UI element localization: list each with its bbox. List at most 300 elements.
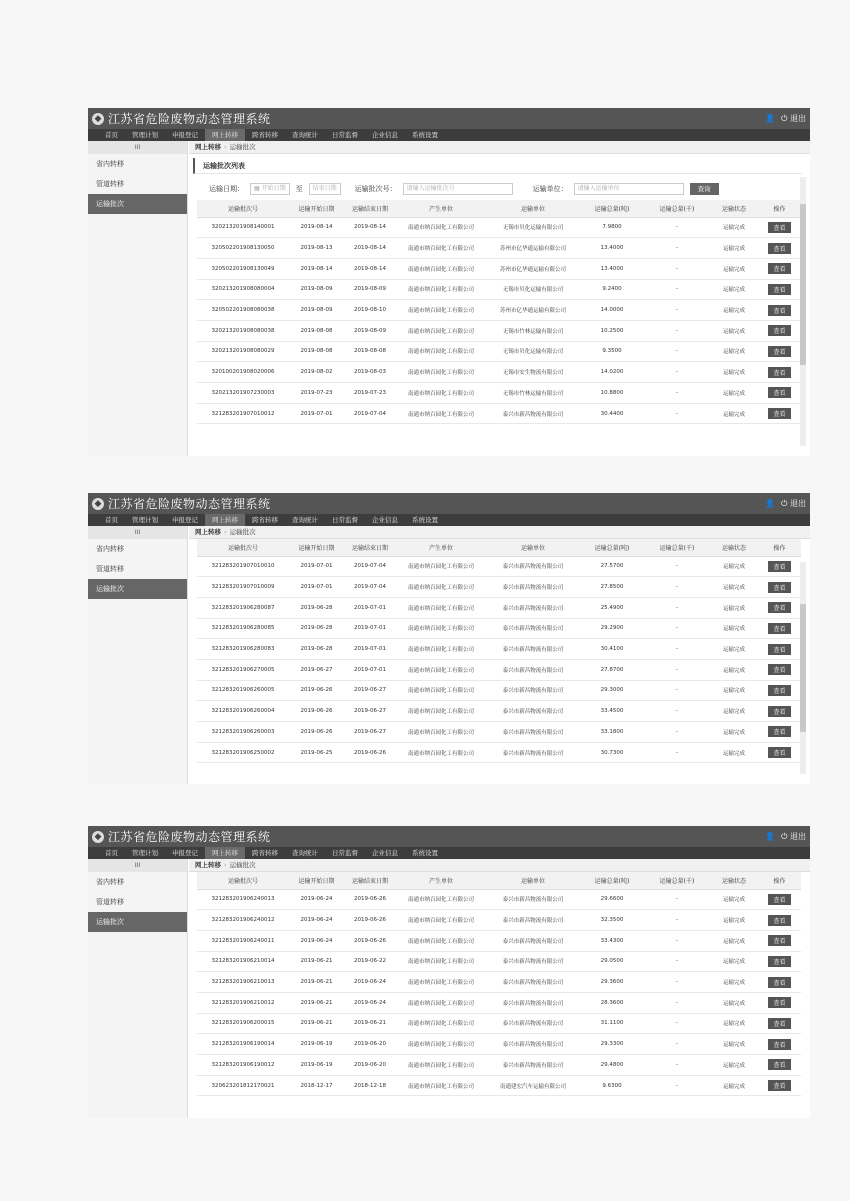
unit-label: 运输单位： (532, 185, 568, 193)
sidebar-toggle[interactable]: III (88, 859, 187, 872)
cell-producer: 南通市纳百园化工有限公司 (396, 238, 486, 259)
cell-producer: 南通市纳百园化工有限公司 (396, 742, 486, 763)
cell-batch-no: 320213201907230003 (197, 383, 289, 404)
cell-total-ton: 29.2900 (580, 618, 644, 639)
to-label: 至 (295, 185, 303, 193)
batch-table (197, 200, 801, 424)
logout-button[interactable]: ⏻ 退出 (781, 114, 806, 123)
cell-action (758, 639, 801, 660)
view-button[interactable]: 查看 (768, 561, 790, 572)
table-row (197, 217, 801, 238)
cell-status: 运输完成 (710, 1055, 758, 1076)
logout-label: 退出 (790, 499, 806, 508)
cell-action (758, 556, 801, 577)
cell-action (758, 577, 801, 598)
cell-action (758, 403, 801, 424)
cell-producer: 南通市纳百园化工有限公司 (396, 217, 486, 238)
table-row (197, 930, 801, 951)
scrollbar[interactable] (800, 177, 806, 446)
cell-total-k: - (644, 659, 710, 680)
cell-producer: 南通市纳百园化工有限公司 (396, 556, 486, 577)
table-row (197, 556, 801, 577)
cell-total-ton: 13.4000 (580, 238, 644, 259)
app-logo-icon: ◆ (92, 831, 104, 843)
batch-input[interactable]: 请输入运输批次号 (403, 183, 513, 195)
cell-status: 运输完成 (710, 238, 758, 259)
cell-producer: 南通市纳百园化工有限公司 (396, 618, 486, 639)
column-header: 运输总量(千) (644, 539, 710, 556)
cell-batch-no: 321283201907010012 (197, 403, 289, 424)
view-button[interactable]: 查看 (768, 706, 790, 717)
cell-status: 运输完成 (710, 680, 758, 701)
cell-carrier: 无锡市贝化运输有限公司 (486, 341, 580, 362)
table-row (197, 258, 801, 279)
cell-total-k: - (644, 930, 710, 951)
column-header: 产生单位 (396, 539, 486, 556)
cell-status: 运输完成 (710, 258, 758, 279)
nav-item[interactable]: 首页 (105, 849, 118, 857)
cell-total-k: - (644, 258, 710, 279)
cell-start-date: 2019-06-26 (289, 680, 344, 701)
query-button[interactable]: 查询 (690, 183, 719, 195)
cell-total-k: - (644, 341, 710, 362)
cell-carrier: 泰兴市新昌物流有限公司 (486, 930, 580, 951)
column-header: 运输结束日期 (344, 872, 396, 889)
cell-action (758, 383, 801, 404)
cell-carrier: 泰兴市新昌物流有限公司 (486, 722, 580, 743)
nav-item[interactable]: 日常监督 (332, 131, 358, 139)
nav-item[interactable]: 申报登记 (172, 516, 198, 524)
cell-batch-no: 320502201908130050 (197, 238, 289, 259)
cell-batch-no: 320213201908140001 (197, 217, 289, 238)
nav-item[interactable]: 查询统计 (292, 849, 318, 857)
cell-total-ton: 30.4100 (580, 639, 644, 660)
cell-start-date: 2019-08-09 (289, 300, 344, 321)
user-icon[interactable]: 👤 (765, 499, 776, 508)
cell-batch-no: 321283201906240012 (197, 910, 289, 931)
column-header: 运输总量(千) (644, 872, 710, 889)
batch-table (197, 539, 801, 763)
cell-status: 运输完成 (710, 341, 758, 362)
table-row (197, 659, 801, 680)
breadcrumb-parent[interactable]: 网上转移 (195, 143, 221, 151)
cell-end-date: 2019-07-01 (344, 659, 396, 680)
scrollbar[interactable] (800, 562, 806, 774)
cell-status: 运输完成 (710, 618, 758, 639)
cell-end-date: 2019-07-01 (344, 639, 396, 660)
view-button[interactable]: 查看 (768, 222, 790, 233)
cell-action (758, 1013, 801, 1034)
cell-action (758, 217, 801, 238)
screen-panel-3 (88, 826, 810, 1118)
view-button[interactable]: 查看 (768, 284, 790, 295)
column-header: 操作 (758, 872, 801, 889)
cell-carrier: 无锡市竹林运输有限公司 (486, 383, 580, 404)
column-header: 运输总量(吨) (580, 539, 644, 556)
sidebar-item-provincial[interactable]: 省内转移 (96, 545, 124, 553)
nav-item[interactable]: 管理计划 (132, 131, 158, 139)
view-button[interactable]: 查看 (768, 915, 790, 926)
cell-action (758, 258, 801, 279)
cell-action (758, 1055, 801, 1076)
nav-item[interactable]: 管理计划 (132, 849, 158, 857)
cell-batch-no: 320623201812170021 (197, 1075, 289, 1096)
cell-batch-no: 321283201907010009 (197, 577, 289, 598)
view-button[interactable]: 查看 (768, 263, 790, 274)
cell-end-date: 2019-06-22 (344, 951, 396, 972)
cell-producer: 南通市纳百园化工有限公司 (396, 930, 486, 951)
cell-producer: 南通市纳百园化工有限公司 (396, 680, 486, 701)
cell-producer: 南通市纳百园化工有限公司 (396, 722, 486, 743)
breadcrumb: 网上转移 › 运输批次 (189, 141, 810, 154)
nav-item[interactable]: 系统设置 (412, 131, 438, 139)
nav-item[interactable]: 首页 (105, 516, 118, 524)
nav-item[interactable]: 系统设置 (412, 516, 438, 524)
cell-status: 运输完成 (710, 279, 758, 300)
cell-status: 运输完成 (710, 930, 758, 951)
nav-item[interactable]: 跨省转移 (252, 516, 278, 524)
column-header: 运输总量(吨) (580, 200, 644, 217)
cell-total-ton: 14.0200 (580, 362, 644, 383)
nav-item[interactable]: 企业信息 (372, 131, 398, 139)
cell-batch-no: 321283201906210013 (197, 972, 289, 993)
cell-action (758, 1075, 801, 1096)
cell-carrier: 泰兴市新昌物流有限公司 (486, 889, 580, 910)
cell-total-k: - (644, 972, 710, 993)
cell-carrier: 泰兴市新昌物流有限公司 (486, 659, 580, 680)
view-button[interactable]: 查看 (768, 977, 790, 988)
cell-total-k: - (644, 279, 710, 300)
view-button[interactable]: 查看 (768, 685, 790, 696)
column-header: 运输总量(千) (644, 200, 710, 217)
cell-total-k: - (644, 1055, 710, 1076)
cell-start-date: 2019-08-14 (289, 258, 344, 279)
cell-end-date: 2019-06-20 (344, 1055, 396, 1076)
nav-item[interactable]: 查询统计 (292, 131, 318, 139)
app-header (88, 826, 810, 847)
cell-end-date: 2019-07-04 (344, 577, 396, 598)
view-button[interactable]: 查看 (768, 387, 790, 398)
cell-end-date: 2019-06-26 (344, 910, 396, 931)
cell-producer: 南通市纳百园化工有限公司 (396, 972, 486, 993)
logout-label: 退出 (790, 832, 806, 841)
cell-start-date: 2019-06-24 (289, 889, 344, 910)
cell-total-k: - (644, 1075, 710, 1096)
table-row (197, 362, 801, 383)
cell-carrier: 泰兴市新昌物流有限公司 (486, 1034, 580, 1055)
cell-batch-no: 321283201906260004 (197, 701, 289, 722)
cell-carrier: 苏州市亿华通运输有限公司 (486, 238, 580, 259)
table-row (197, 320, 801, 341)
cell-status: 运输完成 (710, 889, 758, 910)
cell-status: 运输完成 (710, 1034, 758, 1055)
cell-producer: 南通市纳百园化工有限公司 (396, 639, 486, 660)
cell-end-date: 2019-08-10 (344, 300, 396, 321)
cell-end-date: 2019-08-08 (344, 341, 396, 362)
cell-total-k: - (644, 1034, 710, 1055)
cell-status: 运输完成 (710, 972, 758, 993)
view-button[interactable]: 查看 (768, 747, 790, 758)
table-row (197, 742, 801, 763)
view-button[interactable]: 查看 (768, 644, 790, 655)
cell-action (758, 992, 801, 1013)
nav-item[interactable]: 查询统计 (292, 516, 318, 524)
nav-item[interactable]: 跨省转移 (252, 849, 278, 857)
table-header-row (197, 200, 801, 217)
end-date-input[interactable]: 结束日期 (309, 183, 341, 195)
nav-item[interactable]: 日常监督 (332, 516, 358, 524)
app-title: 江苏省危险废物动态管理系统 (108, 497, 271, 511)
cell-action (758, 722, 801, 743)
column-header: 运输批次号 (197, 872, 289, 889)
view-button[interactable]: 查看 (768, 935, 790, 946)
table-row (197, 300, 801, 321)
nav-item[interactable]: 系统设置 (412, 849, 438, 857)
table-row (197, 341, 801, 362)
cell-end-date: 2019-08-09 (344, 320, 396, 341)
cell-batch-no: 321283201906280083 (197, 639, 289, 660)
cell-total-ton: 32.3500 (580, 910, 644, 931)
cell-action (758, 889, 801, 910)
nav-item[interactable]: 管理计划 (132, 516, 158, 524)
logout-button[interactable]: ⏻ 退出 (781, 499, 806, 508)
cell-total-ton: 33.1800 (580, 722, 644, 743)
cell-producer: 南通市纳百园化工有限公司 (396, 1034, 486, 1055)
sidebar-toggle[interactable]: III (88, 526, 187, 539)
cell-action (758, 972, 801, 993)
main-content (189, 141, 810, 456)
view-button[interactable]: 查看 (768, 1059, 790, 1070)
table-header-row (197, 539, 801, 556)
cell-total-k: - (644, 742, 710, 763)
user-icon[interactable]: 👤 (765, 114, 776, 123)
view-button[interactable]: 查看 (768, 582, 790, 593)
cell-carrier: 泰兴市新昌物流有限公司 (486, 742, 580, 763)
view-button[interactable]: 查看 (768, 1080, 790, 1091)
cell-action (758, 951, 801, 972)
view-button[interactable]: 查看 (768, 664, 790, 675)
table-row (197, 910, 801, 931)
cell-batch-no: 321283201906190012 (197, 1055, 289, 1076)
nav-item-active[interactable]: 网上转移 (205, 129, 245, 141)
batch-label: 运输批次号： (354, 185, 397, 193)
cell-batch-no: 320213201908080038 (197, 320, 289, 341)
cell-total-ton: 29.3000 (580, 680, 644, 701)
cell-total-k: - (644, 639, 710, 660)
cell-producer: 南通市纳百园化工有限公司 (396, 659, 486, 680)
cell-total-ton: 27.5700 (580, 556, 644, 577)
cell-carrier: 无锡市贝化运输有限公司 (486, 279, 580, 300)
view-button[interactable]: 查看 (768, 367, 790, 378)
cell-batch-no: 321283201906210014 (197, 951, 289, 972)
cell-total-k: - (644, 722, 710, 743)
cell-status: 运输完成 (710, 992, 758, 1013)
column-header: 运输批次号 (197, 539, 289, 556)
logout-label: 退出 (790, 114, 806, 123)
logout-button[interactable]: ⏻ 退出 (781, 832, 806, 841)
view-button[interactable]: 查看 (768, 894, 790, 905)
cell-start-date: 2019-06-21 (289, 992, 344, 1013)
breadcrumb: 网上转移 › 运输批次 (189, 526, 810, 539)
cell-total-ton: 10.2500 (580, 320, 644, 341)
sidebar-item-provincial[interactable]: 省内转移 (96, 160, 124, 168)
cell-total-ton: 31.1100 (580, 1013, 644, 1034)
nav-item-active[interactable]: 网上转移 (205, 514, 245, 526)
view-button[interactable]: 查看 (768, 726, 790, 737)
cell-total-ton: 30.7300 (580, 742, 644, 763)
main-nav (88, 514, 810, 526)
cell-status: 运输完成 (710, 403, 758, 424)
cell-end-date: 2019-08-03 (344, 362, 396, 383)
column-header: 运输状态 (710, 200, 758, 217)
cell-total-ton: 27.8700 (580, 659, 644, 680)
view-button[interactable]: 查看 (768, 1039, 790, 1050)
nav-item-active[interactable]: 网上转移 (205, 847, 245, 859)
date-label: 运输日期： (209, 185, 244, 193)
cell-end-date: 2018-12-18 (344, 1075, 396, 1096)
scrollbar-thumb[interactable] (800, 604, 806, 731)
batch-table (197, 872, 801, 1096)
nav-item[interactable]: 申报登记 (172, 849, 198, 857)
cell-total-k: - (644, 618, 710, 639)
cell-total-k: - (644, 217, 710, 238)
cell-total-k: - (644, 362, 710, 383)
view-button[interactable]: 查看 (768, 408, 790, 419)
cell-total-ton: 7.9800 (580, 217, 644, 238)
cell-carrier: 苏州市亿华通运输有限公司 (486, 258, 580, 279)
cell-total-k: - (644, 403, 710, 424)
cell-end-date: 2019-06-21 (344, 1013, 396, 1034)
unit-input[interactable]: 请输入运输单位 (574, 183, 684, 195)
cell-producer: 南通市纳百园化工有限公司 (396, 320, 486, 341)
cell-producer: 南通市纳百园化工有限公司 (396, 300, 486, 321)
cell-total-k: - (644, 320, 710, 341)
cell-end-date: 2019-07-04 (344, 403, 396, 424)
view-button[interactable]: 查看 (768, 997, 790, 1008)
cell-producer: 南通市纳百园化工有限公司 (396, 910, 486, 931)
breadcrumb-parent[interactable]: 网上转移 (195, 861, 221, 869)
sidebar-item-batches[interactable]: 运输批次 (88, 912, 187, 932)
cell-producer: 南通市纳百园化工有限公司 (396, 889, 486, 910)
view-button[interactable]: 查看 (768, 305, 790, 316)
table-row (197, 639, 801, 660)
cell-start-date: 2019-07-23 (289, 383, 344, 404)
sidebar-toggle[interactable]: III (88, 141, 187, 154)
cell-end-date: 2019-07-01 (344, 618, 396, 639)
nav-item[interactable]: 日常监督 (332, 849, 358, 857)
cell-producer: 南通市纳百园化工有限公司 (396, 258, 486, 279)
filter-bar (189, 178, 810, 200)
cell-end-date: 2019-07-01 (344, 597, 396, 618)
table-row (197, 279, 801, 300)
start-date-input[interactable]: ▦ 开始日期 (250, 183, 290, 195)
cell-start-date: 2019-08-14 (289, 217, 344, 238)
view-button[interactable]: 查看 (768, 346, 790, 357)
sidebar-item-batches[interactable]: 运输批次 (88, 194, 187, 214)
cell-action (758, 930, 801, 951)
view-button[interactable]: 查看 (768, 325, 790, 336)
cell-producer: 南通市纳百园化工有限公司 (396, 992, 486, 1013)
cell-start-date: 2019-07-01 (289, 556, 344, 577)
cell-total-ton: 14.0000 (580, 300, 644, 321)
cell-producer: 南通市纳百园化工有限公司 (396, 279, 486, 300)
cell-start-date: 2019-06-24 (289, 910, 344, 931)
cell-end-date: 2019-08-14 (344, 258, 396, 279)
cell-carrier: 无锡市贝化运输有限公司 (486, 217, 580, 238)
cell-batch-no: 320100201908020006 (197, 362, 289, 383)
sidebar-item-pipeline[interactable]: 管道转移 (96, 180, 124, 188)
cell-producer: 南通市纳百园化工有限公司 (396, 701, 486, 722)
cell-batch-no: 321283201906240011 (197, 930, 289, 951)
nav-item[interactable]: 申报登记 (172, 131, 198, 139)
cell-producer: 南通市纳百园化工有限公司 (396, 577, 486, 598)
view-button[interactable]: 查看 (768, 602, 790, 613)
column-header: 产生单位 (396, 200, 486, 217)
nav-item[interactable]: 首页 (105, 131, 118, 139)
breadcrumb: 网上转移 › 运输批次 (189, 859, 810, 872)
breadcrumb-parent[interactable]: 网上转移 (195, 528, 221, 536)
view-button[interactable]: 查看 (768, 956, 790, 967)
cell-status: 运输完成 (710, 383, 758, 404)
cell-start-date: 2019-06-25 (289, 742, 344, 763)
user-icon[interactable]: 👤 (765, 832, 776, 841)
nav-item[interactable]: 企业信息 (372, 516, 398, 524)
cell-batch-no: 320213201908080004 (197, 279, 289, 300)
sidebar-item-pipeline[interactable]: 管道转移 (96, 898, 124, 906)
app-title: 江苏省危险废物动态管理系统 (108, 830, 271, 844)
column-header: 运输单位 (486, 200, 580, 217)
nav-item[interactable]: 企业信息 (372, 849, 398, 857)
cell-status: 运输完成 (710, 556, 758, 577)
cell-status: 运输完成 (710, 1013, 758, 1034)
view-button[interactable]: 查看 (768, 1018, 790, 1029)
cell-total-k: - (644, 889, 710, 910)
sidebar-item-pipeline[interactable]: 管道转移 (96, 565, 124, 573)
cell-carrier: 泰兴市新昌物流有限公司 (486, 910, 580, 931)
cell-total-ton: 9.6300 (580, 1075, 644, 1096)
cell-total-k: - (644, 701, 710, 722)
cell-status: 运输完成 (710, 951, 758, 972)
cell-batch-no: 321283201906280087 (197, 597, 289, 618)
cell-action (758, 341, 801, 362)
scrollbar-thumb[interactable] (800, 204, 806, 365)
column-header: 运输总量(吨) (580, 872, 644, 889)
cell-total-ton: 30.4400 (580, 403, 644, 424)
cell-batch-no: 321283201906240013 (197, 889, 289, 910)
view-button[interactable]: 查看 (768, 623, 790, 634)
cell-action (758, 618, 801, 639)
list-title: 运输批次列表 (193, 158, 802, 174)
cell-status: 运输完成 (710, 701, 758, 722)
nav-item[interactable]: 跨省转移 (252, 131, 278, 139)
sidebar-item-batches[interactable]: 运输批次 (88, 579, 187, 599)
cell-start-date: 2018-12-17 (289, 1075, 344, 1096)
table-row (197, 722, 801, 743)
sidebar-item-provincial[interactable]: 省内转移 (96, 878, 124, 886)
sidebar (88, 859, 188, 1118)
cell-start-date: 2019-06-26 (289, 722, 344, 743)
breadcrumb-current: 运输批次 (229, 143, 256, 151)
column-header: 运输结束日期 (344, 200, 396, 217)
column-header: 运输单位 (486, 872, 580, 889)
cell-producer: 南通市纳百园化工有限公司 (396, 597, 486, 618)
cell-batch-no: 320502201908080038 (197, 300, 289, 321)
view-button[interactable]: 查看 (768, 243, 790, 254)
cell-total-ton: 13.4000 (580, 258, 644, 279)
cell-batch-no: 320213201908080029 (197, 341, 289, 362)
main-nav (88, 847, 810, 859)
cell-total-k: - (644, 300, 710, 321)
